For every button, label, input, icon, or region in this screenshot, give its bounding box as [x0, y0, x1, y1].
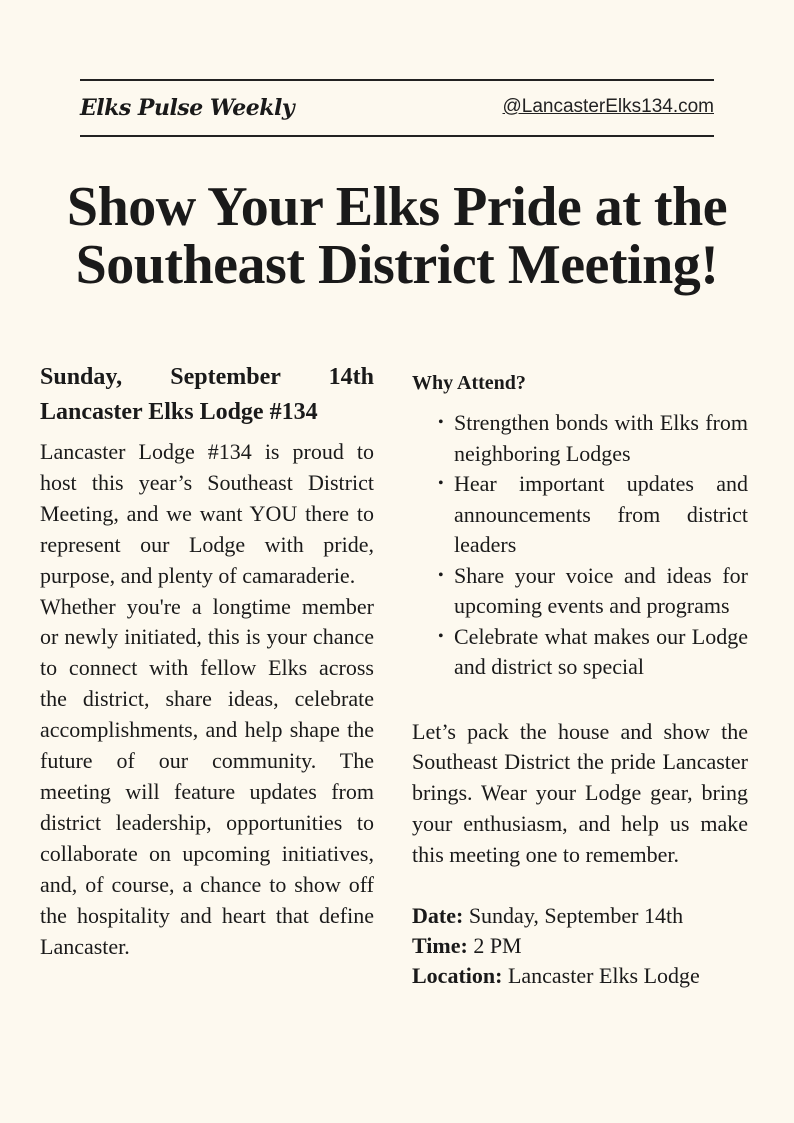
- page-title: Show Your Elks Pride at the Southeast District Meeting!: [66, 176, 728, 296]
- event-details: [412, 901, 748, 991]
- website-link[interactable]: @LancasterElks134.com: [502, 96, 714, 117]
- date-detail: [412, 901, 748, 931]
- location-label: Location:: [412, 963, 503, 989]
- masthead: [80, 79, 714, 137]
- list-item: • Share your voice and ideas for upcoming events and programs: [454, 561, 748, 622]
- left-column: [40, 360, 374, 962]
- why-attend-heading: Why Attend?: [412, 372, 526, 394]
- date-label: Date:: [412, 903, 464, 929]
- location-value: Lancaster Elks Lodge: [507, 963, 700, 989]
- time-label: Time:: [412, 933, 468, 959]
- time-detail: [412, 931, 748, 961]
- list-item: • Strengthen bonds with Elks from neighboring Lodges: [454, 408, 748, 469]
- right-column: [412, 370, 748, 991]
- list-item: • Hear important updates and announcements from district leaders: [454, 469, 748, 561]
- closing-paragraph: Let’s pack the house and show the Southeast District the pride Lancaster brings. Wear your Lodge gear, bring your enthusiasm, and help us make this meeting one to remember.: [412, 718, 748, 868]
- event-date-subhead: Sunday, September 14th: [40, 364, 374, 390]
- list-item: • Celebrate what makes our Lodge and district so special: [454, 622, 748, 683]
- date-value: Sunday, September 14th: [468, 903, 684, 929]
- body-paragraph: Whether you're a longtime member or newly initiated, this is your chance to connect with fellow Elks across the district, share ideas, celebrate accomplishments, and help shape the future of our community. The meeting will feature updates from district leadership, opportunities to collaborate on upcoming initiatives, and, of course, a chance to show off the hospitality and heart that define Lancaster.: [40, 593, 374, 959]
- event-venue-subhead: Lancaster Elks Lodge #134: [40, 399, 318, 425]
- location-detail: [412, 961, 748, 991]
- reasons-list: [412, 408, 748, 683]
- intro-paragraph: Lancaster Lodge #134 is proud to host this year’s Southeast District Meeting, and we want YOU there to represent our Lodge with pride, purpose, and plenty of camaraderie.: [40, 439, 374, 588]
- time-value: 2 PM: [473, 933, 522, 959]
- newsletter-brand: Elks Pulse Weekly: [80, 95, 295, 121]
